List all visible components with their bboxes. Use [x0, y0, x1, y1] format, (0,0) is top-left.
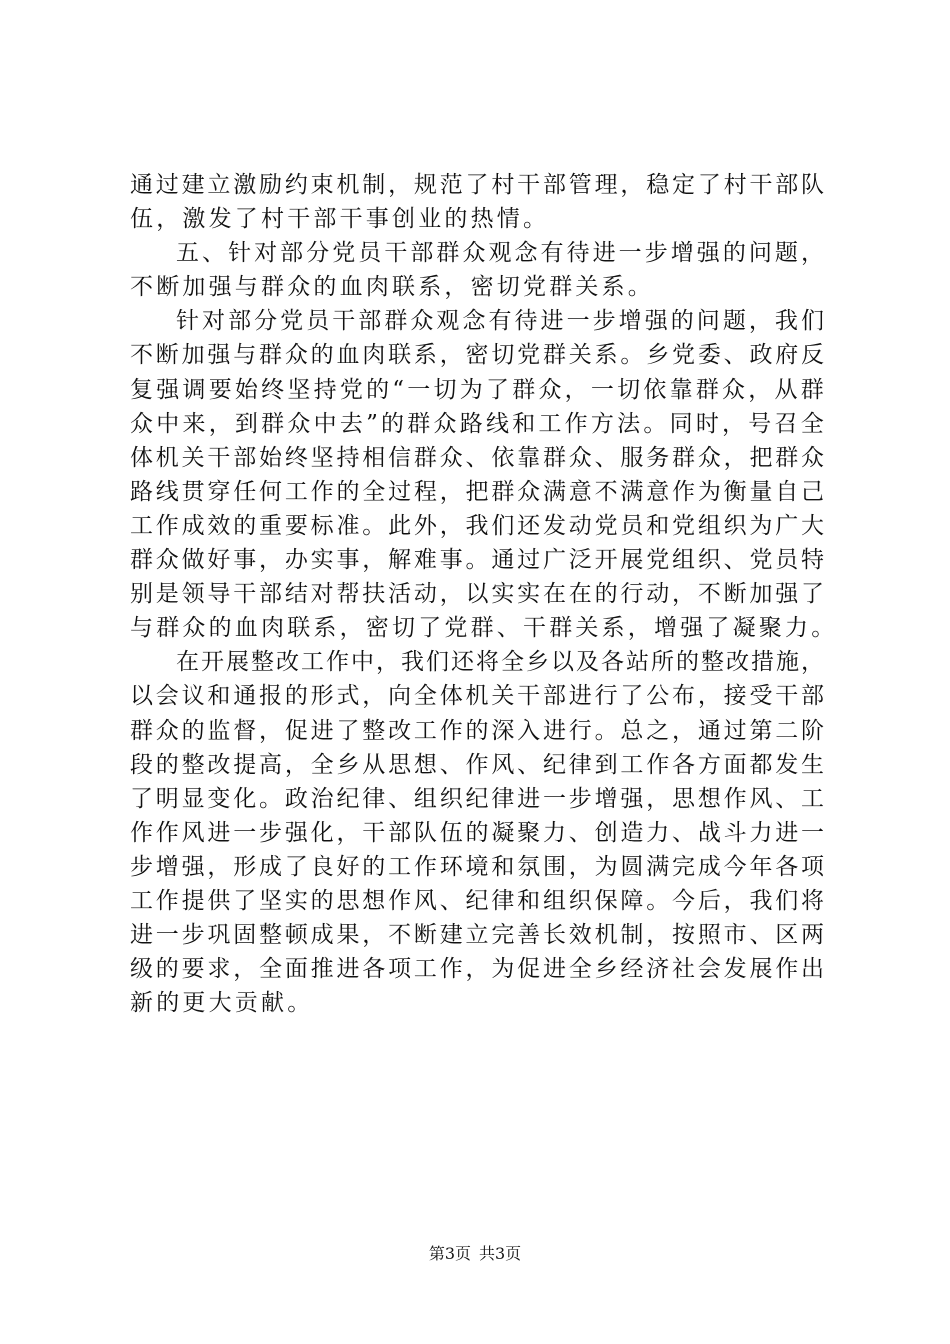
text-line: 众中来，到群众中去”的群众路线和工作方法。同时，号召全: [130, 410, 827, 437]
text-line: 别是领导干部结对帮扶活动，以实实在在的行动，不断加强了: [130, 581, 827, 608]
text-line: 了明显变化。政治纪律、组织纪律进一步增强，思想作风、工: [130, 785, 827, 812]
page-number: 第3页: [428, 1244, 471, 1263]
text-line: 工作成效的重要标准。此外，我们还发动党员和党组织为广大: [130, 512, 827, 539]
text-line: 级的要求，全面推进各项工作，为促进全乡经济社会发展作出: [130, 956, 827, 983]
text-line: 段的整改提高，全乡从思想、作风、纪律到工作各方面都发生: [130, 751, 827, 778]
text-line: 体机关干部始终坚持相信群众、依靠群众、服务群众，把群众: [130, 444, 827, 471]
text-line: 五、针对部分党员干部群众观念有待进一步增强的问题，: [176, 240, 827, 267]
text-line: 复强调要始终坚持党的“一切为了群众，一切依靠群众，从群: [130, 376, 827, 403]
text-line: 工作提供了坚实的思想作风、纪律和组织保障。今后，我们将: [130, 887, 827, 914]
text-line: 以会议和通报的形式，向全体机关干部进行了公布，接受干部: [130, 683, 827, 710]
text-line: 作作风进一步强化，干部队伍的凝聚力、创造力、战斗力进一: [130, 819, 827, 846]
text-line: 路线贯穿任何工作的全过程，把群众满意不满意作为衡量自己: [130, 478, 827, 505]
page-total: 共3页: [479, 1244, 522, 1263]
paragraph: [130, 304, 838, 645]
paragraph: [130, 168, 827, 236]
text-line: 步增强，形成了良好的工作环境和氛围，为圆满完成今年各项: [130, 853, 827, 880]
document-body: [130, 168, 838, 1020]
text-line: 群众做好事，办实事，解难事。通过广泛开展党组织、党员特: [130, 547, 827, 574]
text-line: 与群众的血肉联系，密切了党群、干群关系，增强了凝聚力。: [130, 615, 838, 642]
text-line: 新的更大贡献。: [130, 990, 314, 1017]
text-line: 通过建立激励约束机制，规范了村干部管理，稳定了村干部队: [130, 172, 827, 198]
page-footer: [0, 1242, 950, 1266]
text-line: 针对部分党员干部群众观念有待进一步增强的问题，我们: [176, 308, 827, 335]
paragraph: [130, 645, 827, 1020]
text-line: 进一步巩固整顿成果，不断建立完善长效机制，按照市、区两: [130, 922, 827, 949]
text-line: 在开展整改工作中，我们还将全乡以及各站所的整改措施，: [176, 649, 826, 676]
text-line: 不断加强与群众的血肉联系，密切党群关系。乡党委、政府反: [130, 342, 827, 369]
text-line: 群众的监督，促进了整改工作的深入进行。总之，通过第二阶: [130, 717, 827, 744]
text-line: 伍，激发了村干部干事创业的热情。: [130, 206, 550, 233]
text-line: 不断加强与群众的血肉联系，密切党群关系。: [130, 274, 654, 301]
paragraph: [130, 236, 827, 304]
